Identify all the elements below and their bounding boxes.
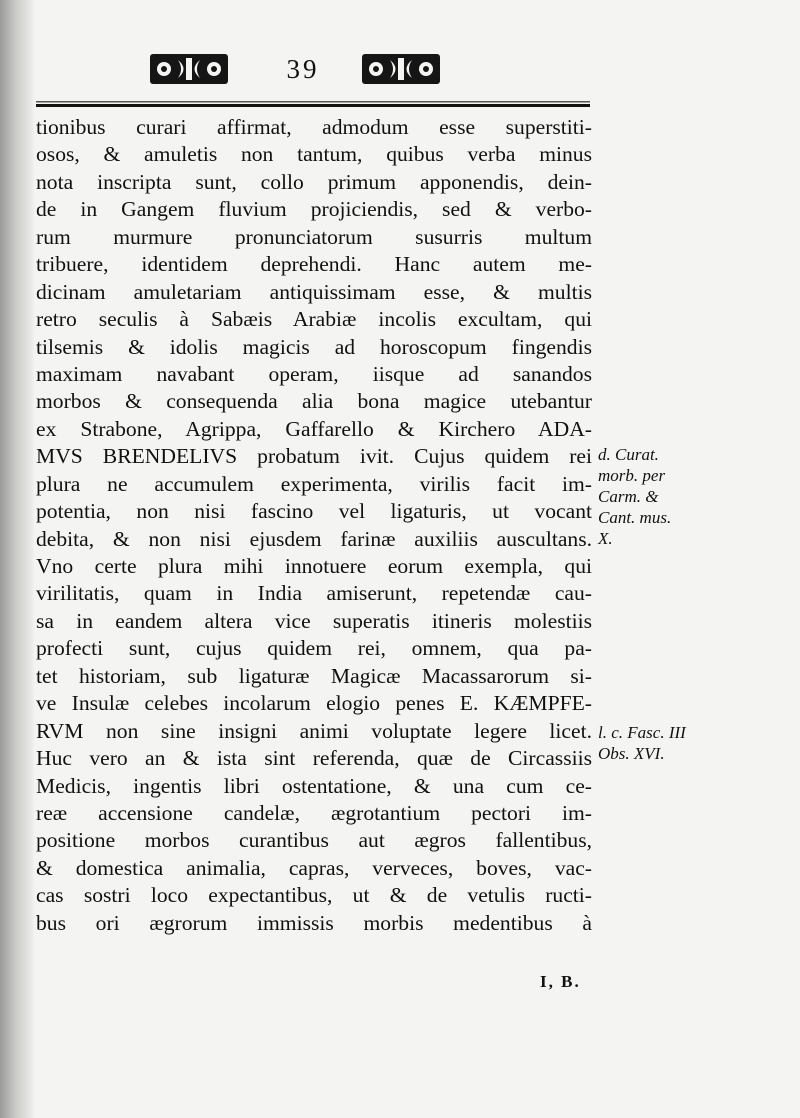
text-line: tilsemis & idolis magicis ad horoscopum fingendis <box>36 334 592 359</box>
running-head <box>150 48 450 92</box>
text-line: retro seculis à Sabæis Arabiæ incolis excultam, qui <box>36 307 592 332</box>
text-line: Vno certe plura mihi innotuere eorum exempla, qui <box>36 554 592 578</box>
text-line: Medicis, ingentis libri ostentatione, & una cum ce- <box>36 773 592 798</box>
text-line: reæ accensione candelæ, ægrotantium pectori im- <box>36 800 592 825</box>
text-line: ve Insulæ celebes incolarum elogio penes E. KÆMPFE- <box>36 691 592 716</box>
text-line: osos, & amuletis non tantum, quibus verba minus <box>36 142 592 167</box>
text-line: dicinam amuletariam antiquissimam esse, & multis <box>36 279 592 304</box>
text-line: sa in eandem altera vice superatis itineris molestiis <box>36 608 592 633</box>
text-line: virilitatis, quam in India amiserunt, repetendæ cau- <box>36 581 592 606</box>
margin-note-line: morb. per <box>598 466 666 485</box>
text-line: tionibus curari affirmat, admodum esse superstiti- <box>36 115 592 139</box>
text-line: morbos & consequenda alia bona magice utebantur <box>36 389 592 414</box>
fleuron-ornament-icon <box>150 52 228 86</box>
margin-note-line: X. <box>598 529 613 548</box>
page-number: 39 <box>286 54 320 84</box>
margin-note-line: l. c. Fasc. III <box>598 723 686 742</box>
text-line: bus ori ægrorum immissis morbis medentibus à <box>36 910 592 935</box>
margin-note-line: Obs. XVI. <box>598 744 665 763</box>
text-line: tribuere, identidem deprehendi. Hanc autem me- <box>36 252 592 277</box>
text-line: MVS BRENDELIVS probatum ivit. Cujus quidem rei <box>36 444 592 469</box>
text-line: positione morbos curantibus aut ægros fallentibus, <box>36 828 592 853</box>
text-line: tet historiam, sub ligaturæ Magicæ Macassarorum si- <box>36 663 592 688</box>
page-gutter-shadow <box>0 0 34 1118</box>
text-line: potentia, non nisi fascino vel ligaturis, ut vocant <box>36 499 592 524</box>
catchword: I, B. <box>540 972 581 991</box>
text-line: cas sostri loco expectantibus, ut & de vetulis ructi- <box>36 883 592 908</box>
margin-note-line: Carm. & <box>598 487 659 506</box>
text-line: ex Strabone, Agrippa, Gaffarello & Kirchero ADA- <box>36 416 592 441</box>
text-line: debita, & non nisi ejusdem farinæ auxiliis auscultans. <box>36 526 592 551</box>
margin-note-reference <box>598 444 738 549</box>
text-line: RVM non sine insigni animi voluptate legere licet. <box>36 718 592 743</box>
header-rule <box>36 99 590 113</box>
text-line: de in Gangem fluvium projiciendis, sed & verbo- <box>36 197 592 222</box>
main-text-block <box>36 114 592 937</box>
margin-note-reference <box>598 722 738 764</box>
text-line: rum murmure pronunciatorum susurris multum <box>36 224 592 249</box>
margin-note-line: d. Curat. <box>598 445 659 464</box>
text-line: & domestica animalia, capras, verveces, boves, vac- <box>36 855 592 880</box>
fleuron-ornament-icon <box>362 52 440 86</box>
text-line: profecti sunt, cujus quidem rei, omnem, qua pa- <box>36 636 592 661</box>
text-line: plura ne accumulem experimenta, virilis facit im- <box>36 471 592 496</box>
margin-note-line: Cant. mus. <box>598 508 672 527</box>
text-line: nota inscripta sunt, collo primum apponendis, dein- <box>36 169 592 194</box>
text-line: maximam navabant operam, iisque ad sanandos <box>36 361 592 386</box>
text-line: Huc vero an & ista sint referenda, quæ de Circassiis <box>36 746 592 771</box>
